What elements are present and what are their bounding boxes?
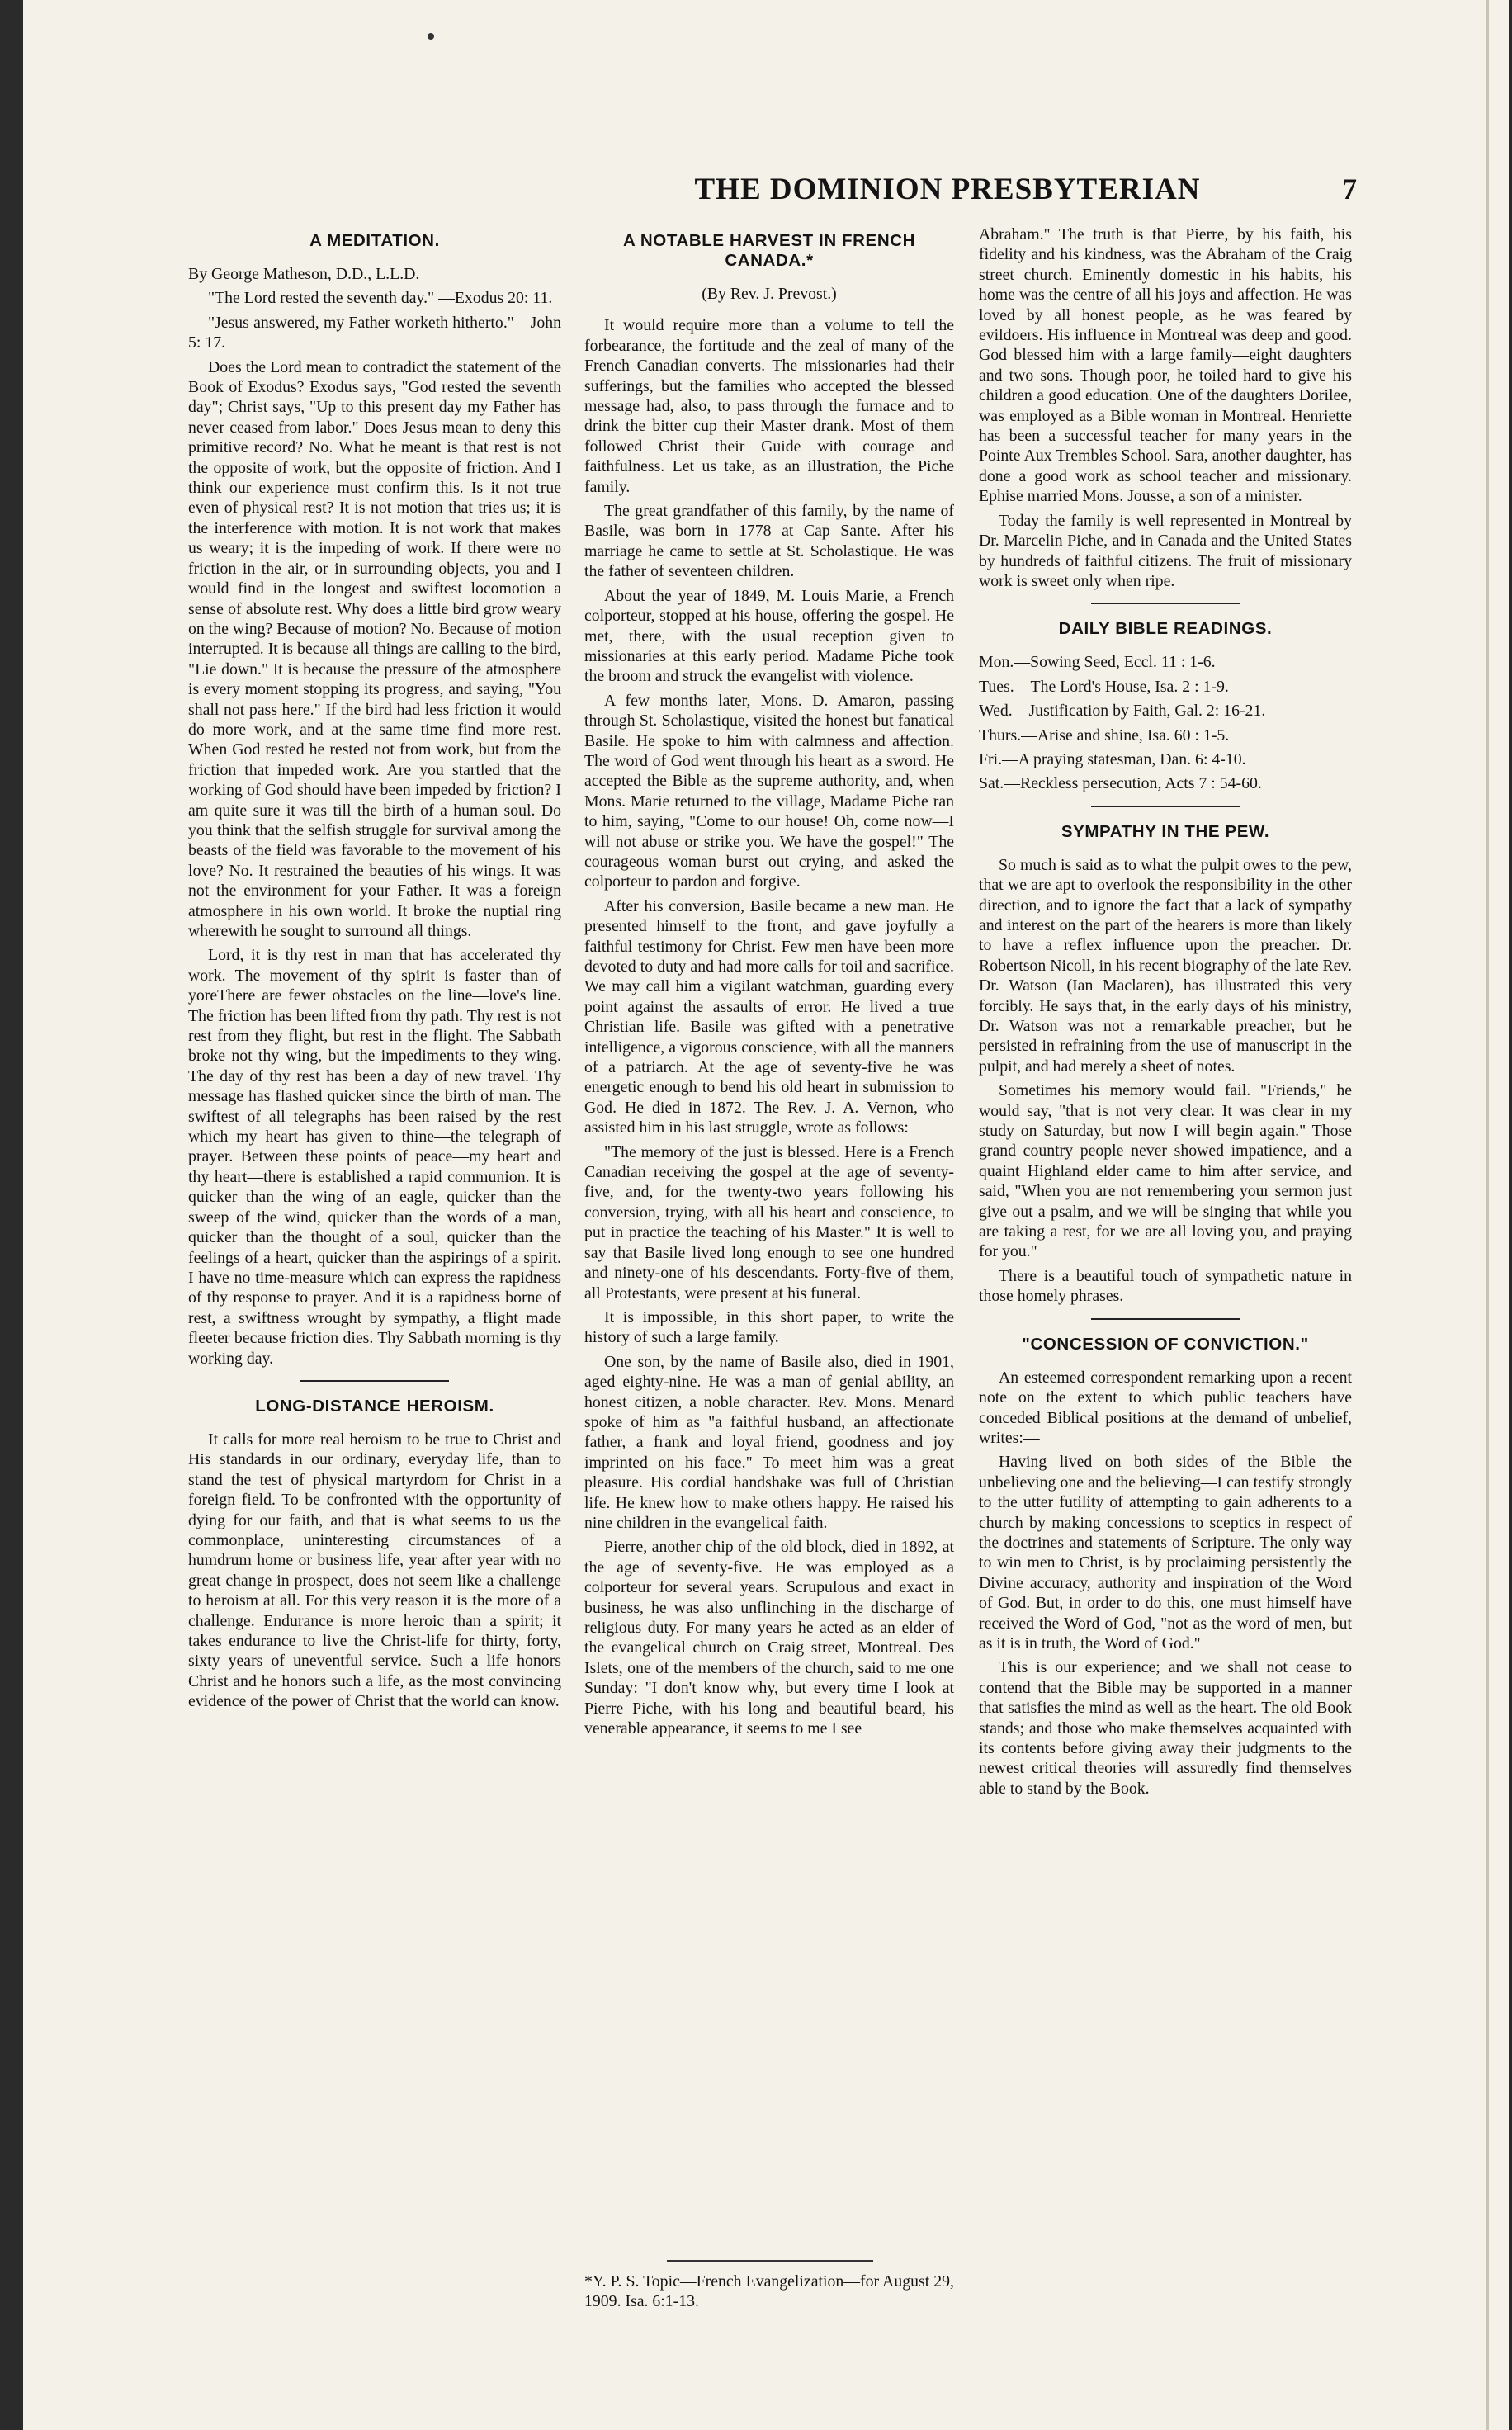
harvest-paragraph: It is impossible, in this short paper, to write the history of such a large family. [584,1307,954,1347]
reading-item: Thurs.—Arise and shine, Isa. 60 : 1-5. [979,726,1230,745]
newspaper-page [23,0,1509,2430]
concession-paragraph: Having lived on both sides of the Bible—the unbelieving one and the believing—I can testify strongly to the utter futility of attempting to gain adherents to a church by making concessions to sceptics in respect of the doctrines and statements of Scripture. The only way to win men to Christ, is by proclaiming persistently the Divine accuracy, authority and inspiration of the Word of God. But, in order to do this, one must himself have received the Word of God, "not as the word of men, but as it is in truth, the Word of God." [979,1453,1352,1652]
harvest-paragraph: "The memory of the just is blessed. Here is a French Canadian receiving the gospel at the age of seventy-five, and, for the twenty-two years following his conversion, trying, with all his heart and conscience, to put in practice the teaching of his Master." It is well to say that Basile lived long enough to see one hundred and ninety-one of his descendants. Forty-five of them, all Protestants, were present at his funeral. [584,1142,954,1302]
section-divider [1091,1318,1240,1320]
column-2 [584,225,954,1742]
harvest-footnote: *Y. P. S. Topic—French Evangelization—for August 29, 1909. Isa. 6:1-13. [584,2272,954,2311]
harvest-paragraph: One son, by the name of Basile also, died in 1901, aged eighty-nine. He was a man of genial ability, an honest citizen, a noble character. Rev. Mons. Menard spoke of him as "a faithful husband, an affectionate father, a frank and loyal friend, goodness and joy imprinted on his face." To meet him was a great pleasure. His cordial handshake was full of Christian life. He knew how to make others happy. He raised his nine children in the evangelical faith. [584,1352,954,1532]
harvest-continued-paragraph: Abraham." The truth is that Pierre, by his faith, his fidelity and his kindness, was the Abraham of the Craig street church. Eminently domestic in his habits, his home was the centre of all his joys and affection. He was loved by all honest people, as he was feared by evildoers. His influence in Montreal was deep and good. God blessed him with a large family—eight daughters and two sons. Though poor, he toiled hard to give his children a good education. One of the daughters Dorilee, was employed as a Bible woman in Montreal. Henriette has been a successful teacher for many years in the Pointe Aux Trembles School. Sara, another daughter, has done a good work as school teacher and missionary. Ephise married Mons. Jousse, a son of a minister. [979,225,1352,506]
meditation-paragraph: "The Lord rested the seventh day." —Exodus 20: 11. [208,289,553,308]
footnote-divider [667,2260,873,2262]
reading-item: Wed.—Justification by Faith, Gal. 2: 16-21. [979,702,1266,721]
print-speck [428,33,434,40]
sympathy-paragraph: So much is said as to what the pulpit owes to the pew, that we are apt to overlook the responsibility in the other direction, and to ignore the fact that a lack of sympathy and interest on the part of the hearers is more than likely to have a reflex influence upon the preacher. Dr. Robertson Nicoll, in his recent biography of the late Rev. Dr. Watson (Ian Maclaren), has illustrated this very forcibly. He says that, in the early days of his ministry, Dr. Watson was not a remarkable preacher, but he persisted in refraining from the use of manuscript in the pulpit, and had merely a sheet of notes. [979,855,1352,1076]
concession-paragraph: An esteemed correspondent remarking upon a recent note on the extent to which public teachers have conceded Biblical positions at the demand of unbelief, writes:— [979,1368,1352,1447]
meditation-byline: By George Matheson, D.D., L.L.D. [188,265,420,283]
column-1 [188,225,561,1716]
section-divider [300,1380,449,1382]
article-title-heroism: LONG-DISTANCE HEROISM. [255,1396,494,1416]
harvest-paragraph: Pierre, another chip of the old block, died in 1892, at the age of seventy-five. He was employed as a colporteur for several years. Scrupulous and exact in business, he was also unflinching in the discharge of religious duty. For many years he acted as an elder of the evangelical church on Craig street, Montreal. Des Islets, one of the members of the church, said to me one Sunday: "I don't know why, but every time I look at Pierre Piche, with his long and beautiful beard, his venerable appearance, it seems to me I see [584,1538,954,1738]
reading-item: Tues.—The Lord's House, Isa. 2 : 1-9. [979,677,1229,696]
sympathy-paragraph: There is a beautiful touch of sympathetic nature in those homely phrases. [979,1266,1352,1306]
reading-item: Fri.—A praying statesman, Dan. 6: 4-10. [979,749,1246,768]
sympathy-paragraph: Sometimes his memory would fail. "Friends," he would say, "that is not very clear. It was clear in my study on Saturday, but now I will begin again." Those grand country people never showed impatience, and a quaint Highland elder came to him after service, and said, "When you are not remembering your sermon just give out a psalm, and we will be singing that while you are taking a rest, for we are all loving you, and praying for you." [979,1081,1352,1261]
harvest-paragraph: The great grandfather of this family, by the name of Basile, was born in 1778 at Cap Sante. After his marriage he came to settle at St. Scholastique. He was the father of seventeen children. [584,502,954,581]
article-title-harvest: A NOTABLE HARVEST IN FRENCH CANADA.* [622,231,916,270]
harvest-paragraph: It would require more than a volume to tell the forbearance, the fortitude and the zeal of many of the French Canadian converts. The missionaries had their sufferings, but the families who accepted the blessed message had, also, to pass through the furnace and to drink the bitter cup their Master drank. Most of them followed Christ their Guide with courage and faithfulness. Let us take, as an illustration, the Piche family. [584,316,954,496]
article-title-sympathy: SYMPATHY IN THE PEW. [1061,821,1270,841]
section-divider [1091,806,1240,807]
harvest-byline: (By Rev. J. Prevost.) [702,285,837,303]
meditation-paragraph: Lord, it is thy rest in man that has accelerated thy work. The movement of thy spirit is faster than of yoreThere are fewer obstacles on the line—love's line. The friction has been lifted from thy path. Thy rest is not rest from they flight, but rest in the flight. The Sabbath broke not thy wing, but the impediments to they wing. The day of thy rest has been a day of new travel. Thy message has flashed quicker since the birth of man. The swiftest of all telegraphs has been raised by the rest which my heart has given to thine—the telegraph of prayer. Between these points of peace—my heart and thy heart—there is established a rapid communion. It is quicker than the wing of an eagle, quicker than the sweep of the wind, quicker than the words of a man, quicker than the thought of a soul, quicker than the feelings of a heart, quicker than the aspirings of a spirit. I have no time-measure which can express the rapidness of thy response to prayer. And it is a rapidness borne of rest, a swiftness wrought by sympathy, a flight made fleeter because friction dies. Thy Sabbath morning is thy working day. [188,946,561,1368]
meditation-paragraph: Does the Lord mean to contradict the statement of the Book of Exodus? Exodus says, "God rested the seventh day"; Christ says, "Up to this present day my Father has never ceased from labor." Does Jesus mean to deny this primitive record? No. What he meant is that rest is not the opposite of work, but the opposite of friction. And I think our experience must confirm this. Is it not true even of physical rest? It is not motion that tries us; it is the interference with motion. It is not work that makes us weary; it is the impeding of work. If there were no friction in the air, or in surrounding objects, you and I would find in the longest and swiftest locomotion a sense of absolute rest. Why does a little bird grow weary on the wing? Because of motion? No. Because of motion interrupted. It is because all things are calling to the bird, "Lie down." It is because the pressure of the atmosphere is every moment stopping its progress, and saying, "You shall not pass here." If the bird had less friction it would do more work, and at the same time find more rest. When God rested he rested not from work, but from the friction that impeded work. Are you startled that the working of God should have been impeded by friction? I am quite sure it was till the birth of a human soul. Do you think that the selfish struggle for survival among the beasts of the field was favorable to the movement of his love? No. It restrained the beauties of his wings. It was not the environment for your Father. It was a foreign atmosphere in his own world. It broke the nuptial ring wherewith he sought to surround all things. [188,357,561,940]
reading-item: Sat.—Reckless persecution, Acts 7 : 54-60. [979,774,1262,793]
reading-item: Mon.—Sowing Seed, Eccl. 11 : 1-6. [979,653,1216,672]
harvest-continued-paragraph: Today the family is well represented in Montreal by Dr. Marcelin Piche, and in Canada and the United States by hundreds of faithful citizens. The fruit of missionary work is sweet only when ripe. [979,511,1352,590]
article-title-concession: "CONCESSION OF CONVICTION." [1022,1334,1309,1354]
harvest-paragraph: A few months later, Mons. D. Amaron, passing through St. Scholastique, visited the honest but fanatical Basile. He spoke to him with calmness and affection. The word of God went through his heart as a sword. He accepted the Bible as the supreme authority, and, when Mons. Marie returned to the village, Madame Piche ran to him, saying, "Come to our house! Oh, come now—I will not abuse or strike you. We have the gospel!" The courageous woman burst out crying, and asked the colporteur to pardon and forgive. [584,691,954,891]
harvest-paragraph: After his conversion, Basile became a new man. He presented himself to the front, and gave joyfully a faithful testimony for Christ. Few men have been more devoted to duty and had more calls for toil and sacrifice. We may call him a vigilant watchman, guarding every point against the assaults of error. He lived a true Christian life. Basile was gifted with a penetrative intelligence, a vigorous conscience, with all the manners of a patriarch. At the age of seventy-five he was energetic enough to bend his old heart in submission to God. He died in 1872. The Rev. J. A. Vernon, who assisted him in his last struggle, wrote as follows: [584,896,954,1137]
column-3 [979,225,1352,1803]
article-title-readings: DAILY BIBLE READINGS. [1058,619,1273,639]
page-edge [1486,0,1489,2430]
page-number: 7 [1342,173,1357,206]
article-title-meditation: A MEDITATION. [309,231,440,250]
meditation-paragraph: "Jesus answered, my Father worketh hitherto."—John 5: 17. [188,313,561,352]
masthead-title: THE DOMINION PRESBYTERIAN [694,173,1201,206]
heroism-paragraph: It calls for more real heroism to be true to Christ and His standards in our ordinary, everyday life, than to stand the test of physical martyrdom for Christ in a foreign field. To be confronted with the opportunity of dying for our faith, and that is what seems to us the commonplace, uninteresting circumstances of a humdrum home or business life, year after year with no great change in prospect, does not seem like a challenge to heroism at all. For this very reason it is the more of a challenge. Endurance is more heroic than a spirit; it takes endurance to live the Christ-life for thirty, forty, sixty years of uneventful service. Such a life honors Christ and he honors such a life, as the most convincing evidence of the power of Christ that the world can know. [188,1430,561,1711]
concession-paragraph: This is our experience; and we shall not cease to contend that the Bible may be supported in a manner that satisfies the mind as well as the heart. The old Book stands; and those who make themselves acquainted with its contents before giving away their judgments to the newest critical theories will assuredly find themselves able to stand by the Book. [979,1658,1352,1798]
section-divider [1091,603,1240,604]
harvest-paragraph: About the year of 1849, M. Louis Marie, a French colporteur, stopped at his house, offering the gospel. He met, there, with the usual reception given to missionaries at this early period. Madame Piche took the broom and struck the evangelist with violence. [584,586,954,686]
